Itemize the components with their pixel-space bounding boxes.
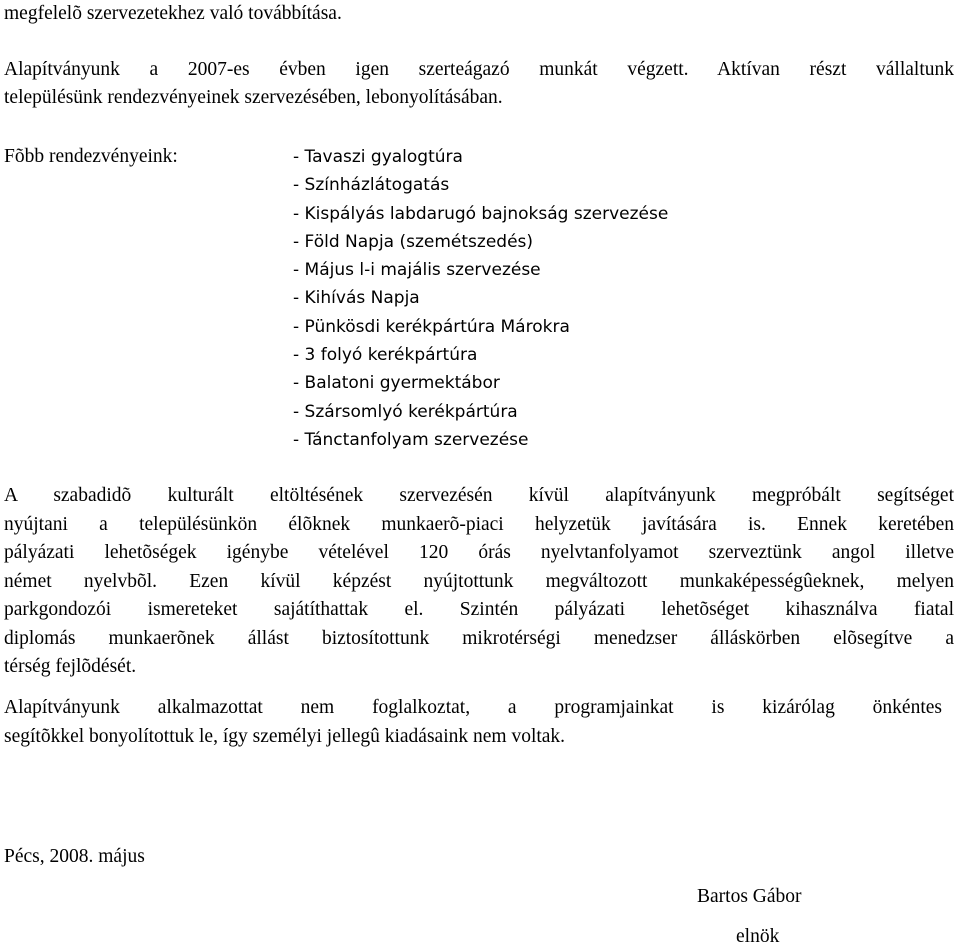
paragraph-line: pályázati lehetõségek igénybe vételével 120 órás nyelvtanfolyamot szerveztünk angol illetve (4, 542, 954, 563)
list-item: - Szársomlyó kerékpártúra (293, 401, 518, 422)
list-item: - Tánctanfolyam szervezése (293, 429, 529, 450)
top-fragment: megfelelõ szervezetekhez való továbbítása. (4, 3, 342, 24)
events-list (293, 145, 668, 456)
paragraph-line: német nyelvbõl. Ezen kívül képzést nyújtottunk megváltozott munkaképességûeknek, melyen (4, 571, 954, 592)
signatory-title: elnök (736, 926, 780, 947)
signatory-name: Bartos Gábor (697, 886, 802, 907)
list-item: - Színházlátogatás (293, 175, 450, 196)
list-item: - Balatoni gyermektábor (293, 373, 500, 394)
paragraph-line: parkgondozói ismereteket sajátíthattak el. Szintén pályázati lehetõséget kihasználva fiatal (4, 599, 954, 620)
list-item: - Kispályás labdarugó bajnokság szervezése (293, 203, 669, 224)
list-item: - Kihívás Napja (293, 288, 420, 309)
list-item: - 3 folyó kerékpártúra (293, 345, 478, 366)
list-item: - Föld Napja (szemétszedés) (293, 231, 534, 252)
intro-paragraph-line-2: településünk rendezvényeinek szervezésében, lebonyolításában. (4, 87, 503, 108)
paragraph-line: térség fejlõdését. (4, 656, 137, 677)
list-item: - Pünkösdi kerékpártúra Márokra (293, 316, 570, 337)
paragraph-line: diplomás munkaerõnek állást biztosítottunk mikrotérségi menedzser álláskörben elõsegítve a (4, 628, 954, 649)
place-date: Pécs, 2008. május (4, 846, 145, 867)
list-item: - Május l-i majális szervezése (293, 260, 541, 281)
paragraph-line: Alapítványunk alkalmazottat nem foglalkoztat, a programjainkat is kizárólag önkéntes (4, 697, 942, 718)
events-label: Fõbb rendezvényeink: (4, 146, 178, 167)
paragraph-line: segítõkkel bonyolítottuk le, így személyi jellegû kiadásaink nem voltak. (4, 726, 566, 747)
intro-paragraph-line-1: Alapítványunk a 2007-es évben igen szerteágazó munkát végzett. Aktívan részt vállaltunk (4, 59, 954, 80)
list-item: - Tavaszi gyalogtúra (293, 147, 463, 167)
paragraph-line: A szabadidõ kulturált eltöltésének szervezésén kívül alapítványunk megpróbált segítséget (4, 485, 954, 506)
paragraph-line: nyújtani a településünkön élõknek munkaerõ-piaci helyzetük javítására is. Ennek keretében (4, 514, 954, 535)
